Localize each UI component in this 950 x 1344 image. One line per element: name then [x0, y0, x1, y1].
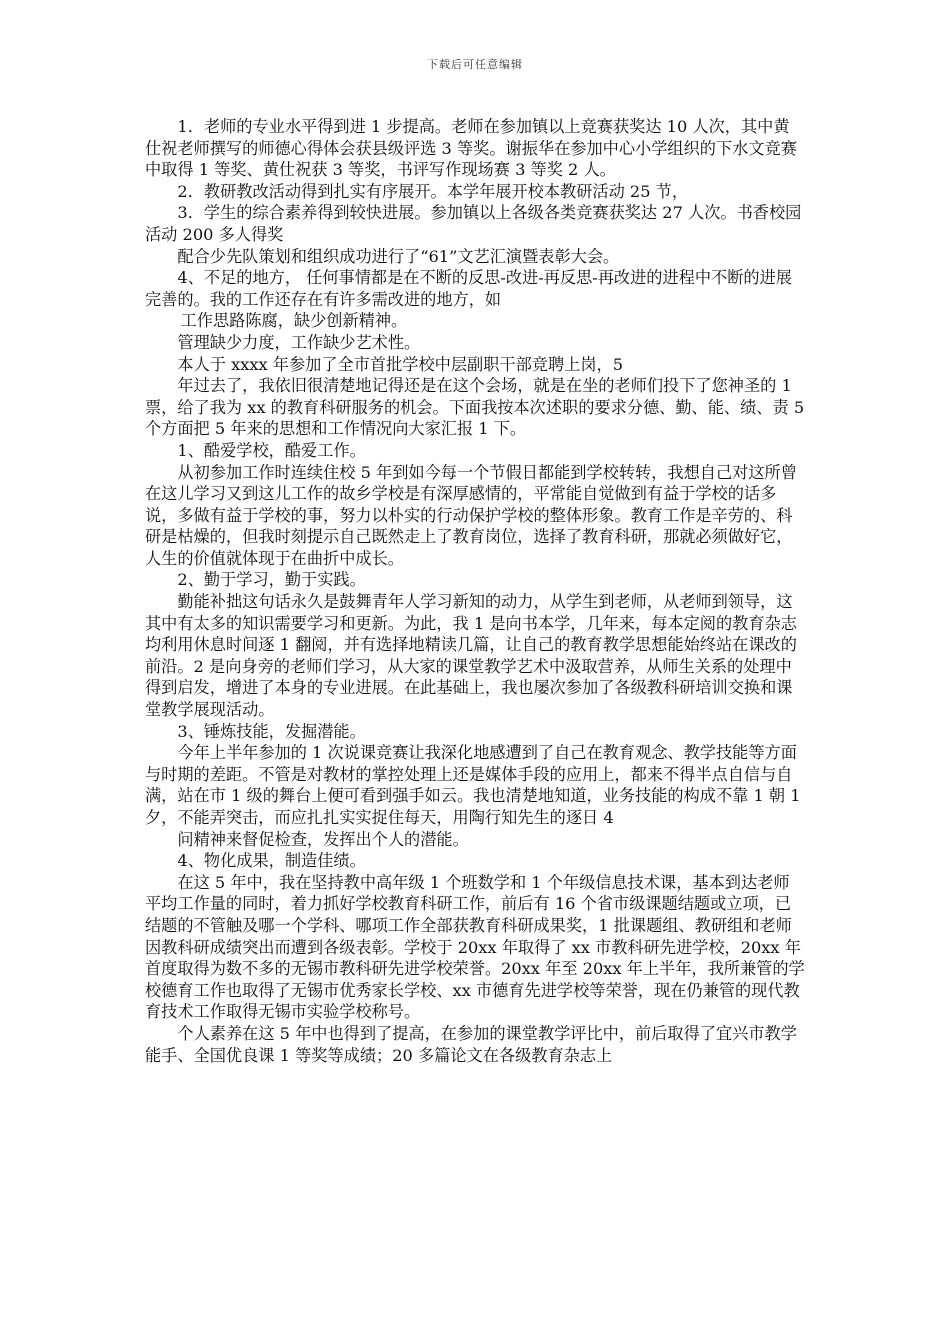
- paragraph: 工作思路陈腐，缺少创新精神。: [180, 311, 408, 331]
- paragraph: 勤能补拙这句话永久是鼓舞青年人学习新知的动力，从学生到老师，从老师到领导，这其中有太多的知识需要学习和更新。为此，我 1 是向书本学，几年来，每本定阅的教育杂志均利用休息时间逐 1 翻阅，并有选择地精读几篇，让自己的教育教学思想能始终站在课改的前沿。2 是向身旁的老师们学习，从大家的课堂教学艺术中汲取营养，从师生关系的处理中得到启发，增进了本身的专业进展。在此基础上，我也屡次参加了各级教科研培训交换和课堂教学展现活动。: [145, 592, 797, 720]
- page-header: 下载后可任意编辑: [427, 58, 523, 71]
- paragraph: 本人于 xxxx 年参加了全市首批学校中层副职干部竞聘上岗，5: [177, 354, 623, 374]
- paragraph: 1、酷爱学校，酷爱工作。: [177, 440, 366, 460]
- paragraph: 个人素养在这 5 年中也得到了提高，在参加的课堂教学评比中，前后取得了宜兴市教学能手、全国优良课 1 等奖等成绩；20 多篇论文在各级教育杂志上: [145, 1023, 797, 1065]
- paragraph: 今年上半年参加的 1 次说课竞赛让我深化地感遭到了自己在教育观念、教学技能等方面与时期的差距。不管是对教材的掌控处理上还是媒体手段的应用上，都来不得半点自信与自满，站在市 1 级的舞台上便可看到强手如云。我也清楚地知道，业务技能的构成不靠 1 朝 1 夕，不能弄突击，而应扎扎实实捉住每天，用陶行知先生的逐日 4: [145, 743, 801, 827]
- paragraph: 从初参加工作时连续住校 5 年到如今每一个节假日都能到学校转转，我想自己对这所曾在这儿学习又到这儿工作的故乡学校是有深厚感情的，平常能自觉做到有益于学校的话多说，多做有益于学校的事，努力以朴实的行动保护学校的整体形象。教育工作是辛劳的、科研是枯燥的，但我时刻提示自己既然走上了教育岗位，选择了教育科研，那就必须做好它，人生的价值就体现于在曲折中成长。: [145, 462, 797, 568]
- paragraph: 3．学生的综合素养得到较快进展。参加镇以上各级各类竞赛获奖达 27 人次。书香校园活动 200 多人得奖: [145, 203, 802, 244]
- paragraph: 4、不足的地方， 任何事情都是在不断的反思-改进-再反思-再改进的进程中不断的进展完善的。我的工作还存在有许多需改进的地方，如: [145, 268, 792, 309]
- paragraph: 2、勤于学习，勤于实践。: [177, 570, 366, 590]
- paragraph: 3、锤炼技能，发掘潜能。: [177, 721, 366, 741]
- paragraph: 管理缺少力度，工作缺少艺术性。: [177, 332, 421, 352]
- paragraph: 2．教研教改活动得到扎实有序展开。本学年展开校本教研活动 25 节，: [177, 181, 689, 201]
- paragraph: 在这 5 年中，我在坚持教中高年级 1 个班数学和 1 个年级信息技术课，基本到达老师平均工作量的同时，着力抓好学校教育科研工作，前后有 16 个省市级课题结题或立项，已结题的不管触及哪一个学科、哪项工作全部获教育科研成果奖，1 批课题组、教研组和老师因教科研成绩突出而遭到各级表彰。学校于 20xx 年取得了 xx 市教科研先进学校，20xx 年首度取得为数不多的无锡市教科研先进学校荣誉。20xx 年至 20xx 年上半年，我所兼管的学校德育工作也取得了无锡市优秀家长学校、xx 市德育先进学校等荣誉，现在仍兼管的现代教育技术工作取得无锡市实验学校称号。: [145, 872, 805, 1022]
- paragraph: 配合少先队策划和组织成功进行了“61”文艺汇演暨表彰大会。: [177, 246, 620, 266]
- paragraph: 年过去了，我依旧很清楚地记得还是在这个会场，就是在坐的老师们投下了您神圣的 1 票，给了我为 xx 的教育科研服务的机会。下面我按本次述职的要求分德、勤、能、绩、责 5 个方面把 5 年来的思想和工作情况向大家汇报 1 下。: [145, 376, 805, 439]
- paragraph: 问精神来督促检查，发挥出个人的潜能。: [177, 829, 469, 849]
- paragraph: 1．老师的专业水平得到进 1 步提高。老师在参加镇以上竞赛获奖达 10 人次，其中黄仕祝老师撰写的师德心得体会获县级评选 3 等奖。谢振华在参加中心小学组织的下水文竞赛中取得 1 等奖、黄仕祝获 3 等奖，书评写作现场赛 3 等奖 2 人。: [145, 117, 797, 180]
- document-body: [145, 116, 805, 1066]
- paragraph: 4、物化成果，制造佳绩。: [177, 851, 366, 871]
